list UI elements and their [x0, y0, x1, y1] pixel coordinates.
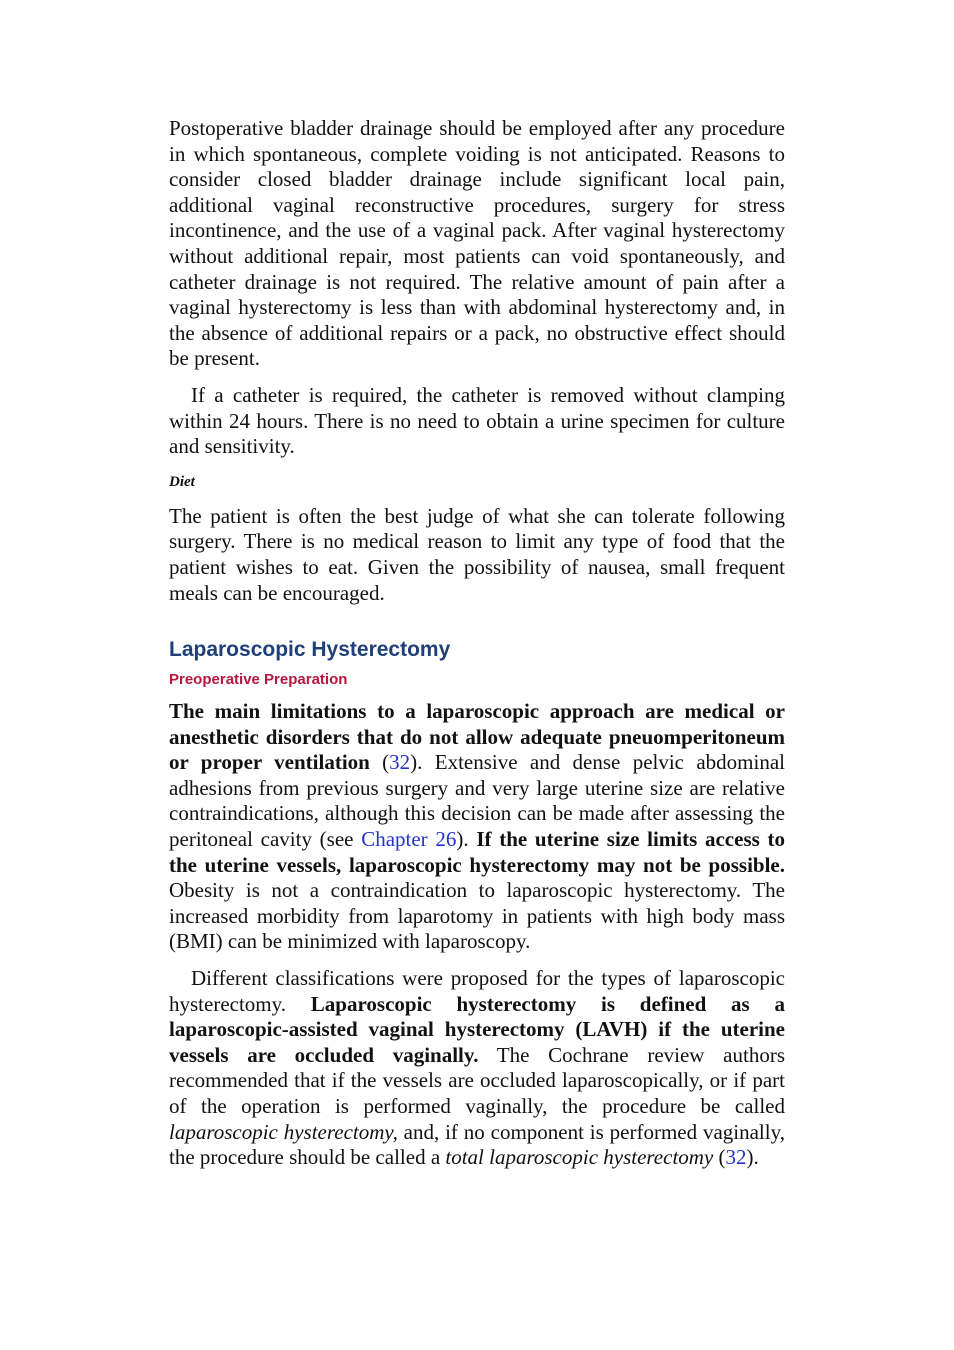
text-cochrane: The Cochrane review authors recommended that if the vessels are occluded laparoscopically, or if part of the operation is performed vaginally, the procedure be called [169, 1042, 785, 1118]
text-adhesions: ). Extensive and dense pelvic abdominal adhesions from previous surgery and very large uterine size are relative contraindications, although this decision can be made after assessing the peritoneal cavity (see [169, 750, 785, 852]
text-ref-open-2: ( [713, 1145, 726, 1170]
reference-link-32-second[interactable]: 32 [725, 1145, 747, 1170]
paragraph-classifications [169, 966, 785, 1171]
italic-laparoscopic-hysterectomy: laparoscopic hysterectomy, [169, 1119, 398, 1144]
diet-heading: Diet [169, 473, 195, 490]
italic-total-laparoscopic-hysterectomy: total laparoscopic hysterectomy [445, 1145, 714, 1170]
text-ref-open: ( [369, 750, 390, 775]
text-ref-close-2: ). [746, 1145, 759, 1170]
bold-uterine-size: If the uterine size limits access to the uterine vessels, laparoscopic hysterectomy may not be possible. [169, 827, 785, 877]
chapter-26-link[interactable]: Chapter 26 [361, 827, 457, 852]
paragraph-bladder-drainage: Postoperative bladder drainage should be employed after any procedure in which spontaneous, complete voiding is not anticipated. Reasons to consider closed bladder drainage include significant local pain, additional vaginal reconstructive procedures, surgery for stress incontinence, and the use of a vaginal pack. After vaginal hysterectomy without additional repair, most patients can void spontaneously, and catheter drainage is not required. The relative amount of pain after a vaginal hysterectomy is less than with abdominal hysterectomy and, in the absence of additional repairs or a pack, no obstructive effect should be present. [169, 116, 785, 371]
subsection-title: Preoperative Preparation [169, 671, 348, 689]
text-classifications: Different classifications were proposed for the types of laparoscopic hysterectomy. [169, 966, 785, 1016]
text-after-chapter: ). [456, 827, 477, 852]
bold-limitations: The main limitations to a laparoscopic approach are medical or anesthetic disorders that do not allow adequate pneuomperitoneum or proper ventilation [169, 699, 785, 775]
paragraph-catheter: If a catheter is required, the catheter is removed without clamping within 24 hours. There is no need to obtain a urine specimen for culture and sensitivity. [169, 382, 785, 459]
bold-lavh-definition: Laparoscopic hysterectomy is defined as a laparoscopic-assisted vaginal hysterectomy (LAVH) if the uterine vessels are occluded vaginally. [169, 991, 785, 1067]
page-content [169, 116, 785, 1171]
section-title: Laparoscopic Hysterectomy [169, 638, 451, 662]
paragraph-diet: The patient is often the best judge of what she can tolerate following surgery. There is no medical reason to limit any type of food that the patient wishes to eat. Given the possibility of nausea, small frequent meals can be encouraged. [169, 503, 785, 605]
paragraph-limitations [169, 699, 785, 955]
reference-link-32[interactable]: 32 [389, 750, 411, 775]
text-no-component: and, if no component is performed vaginally, the procedure should be called a [169, 1119, 785, 1170]
text-obesity: Obesity is not a contraindication to laparoscopic hysterectomy. The increased morbidity from laparotomy in patients with high body mass (BMI) can be minimized with laparoscopy. [169, 878, 785, 954]
